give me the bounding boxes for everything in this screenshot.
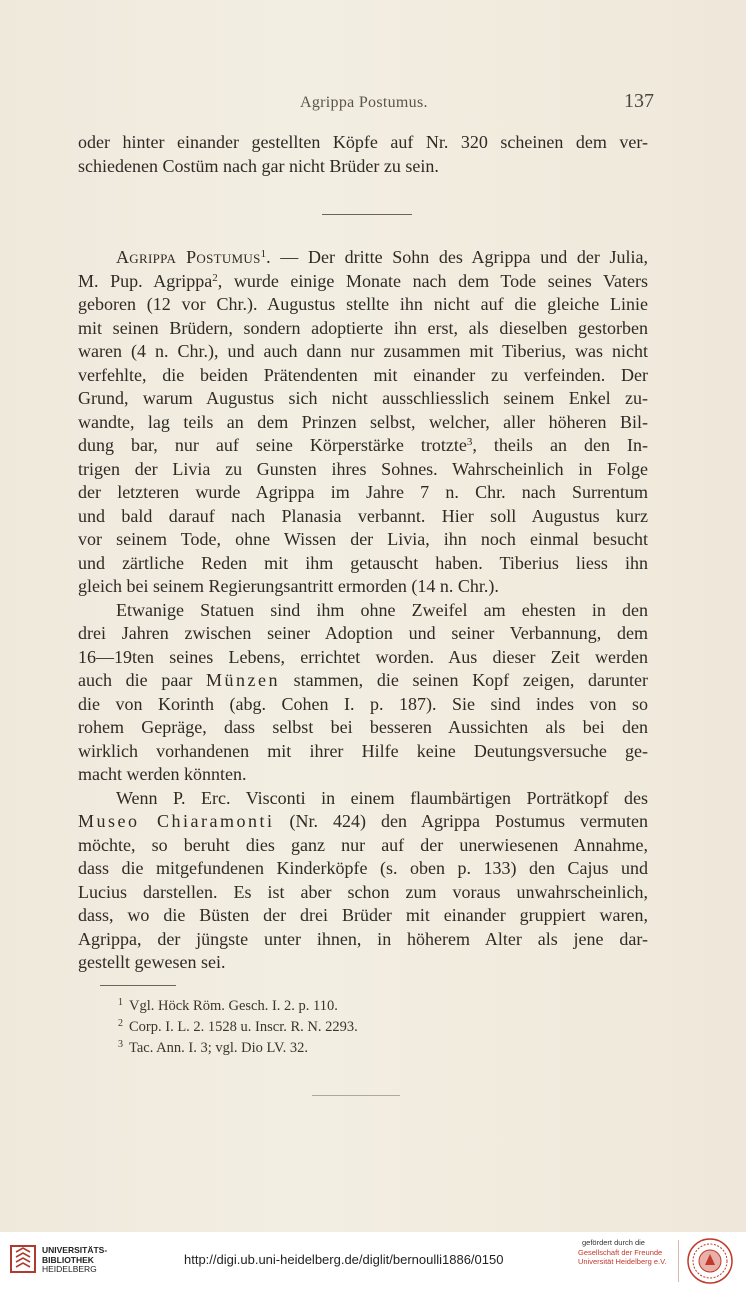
footnote: $^3$ Tac. Ann. I. 3; vgl. Dio LV. 32.: [118, 1039, 309, 1056]
text-line: Lucius darstellen. Es ist aber schon zum voraus unwahrscheinlich,: [78, 881, 648, 902]
footnote-ref: 3: [466, 436, 473, 448]
text-line: auch die paar Münzen stammen, die seinen Kopf zeigen, darunter: [78, 670, 648, 690]
end-rule: [312, 1095, 400, 1096]
text-line: waren (4 n. Chr.), und auch dann nur zusammen mit Tiberius, was nicht: [78, 341, 648, 361]
footnotes: [118, 996, 358, 1059]
library-name: UNIVERSITÄTS- BIBLIOTHEK HEIDELBERG: [42, 1245, 108, 1274]
text-line: geboren (12 vor Chr.). Augustus stellte ihn nicht auf die gleiche Linie: [78, 294, 648, 314]
text-line: M. Pup. Agrippa$^2$, wurde einige Monate nach dem Tode seines Vaters: [78, 270, 648, 291]
university-seal-icon: [686, 1237, 734, 1285]
text-line: Wenn P. Erc. Visconti in einem flaumbärtigen Porträtkopf des: [116, 787, 648, 808]
text-line: möchte, so beruht dies ganz nur auf der unerwiesenen Annahme,: [78, 834, 648, 855]
text-line: oder hinter einander gestellten Köpfe auf Nr. 320 scheinen dem ver-: [78, 132, 648, 152]
text-line: und bald darauf nach Planasia verbannt. Hier soll Augustus kurz: [78, 505, 648, 526]
digitization-footer: [0, 1232, 746, 1289]
footnote: $^2$ Corp. I. L. 2. 1528 u. Inscr. R. N. 2293.: [118, 1018, 358, 1035]
emphasis-spaced: Münzen: [206, 670, 280, 690]
text-line: der letzteren wurde Agrippa im Jahre 7 n. Chr. nach Surrentum: [78, 482, 648, 502]
text-line: dung bar, nur auf seine Körperstärke trotzte$^3$, theils an den In-: [78, 435, 649, 455]
section-first-line: Agrippa Postumus$^1$. — Der dritte Sohn des Agrippa und der Julia,: [116, 247, 648, 267]
section-divider: [322, 214, 412, 215]
text-line: Agrippa, der jüngste unter ihnen, in höherem Alter als jene dar-: [78, 928, 648, 949]
text-line: vor seinem Tode, ohne Wissen der Livia, ihn noch einmal besucht: [78, 529, 648, 549]
text-line: drei Jahren zwischen seiner Adoption und seiner Verbannung, dem: [78, 623, 648, 643]
footnote: $^1$ Vgl. Höck Röm. Gesch. I. 2. p. 110.: [118, 997, 338, 1014]
text-line: trigen der Livia zu Gunsten ihres Sohnes. Wahrscheinlich in Folge: [78, 458, 648, 479]
text-line: gestellt gewesen sei.: [78, 952, 226, 972]
emphasis-spaced: Museo Chiaramonti: [78, 811, 275, 831]
text-line: dass, wo die Büsten der drei Brüder mit einander gruppiert waren,: [78, 905, 648, 925]
intro-paragraph: [78, 131, 648, 178]
permalink-url[interactable]: http://digi.ub.uni-heidelberg.de/diglit/bernoulli1886/0150: [184, 1252, 504, 1267]
text-line: wandte, lag teils an dem Prinzen selbst, welcher, aller höheren Bil-: [78, 411, 648, 432]
text-line: rohem Gepräge, dass selbst bei besseren Aussichten als bei den: [78, 717, 648, 737]
text-line: und zärtliche Reden mit ihm getauscht haben. Tiberius liess ihn: [78, 552, 648, 573]
library-logo-icon: [8, 1242, 38, 1276]
text-line: die von Korinth (abg. Cohen I. p. 187). Sie sind indes von so: [78, 693, 648, 714]
text-line: gleich bei seinem Regierungsantritt ermorden (14 n. Chr.).: [78, 576, 499, 596]
page-header: [0, 88, 746, 118]
text-line: schiedenen Costüm nach gar nicht Brüder zu sein.: [78, 155, 439, 176]
footer-divider: [678, 1240, 679, 1282]
text-line: verfehlte, die beiden Prätendenten mit einander zu verfeinden. Der: [78, 364, 648, 385]
footnote-ref: 2: [212, 271, 218, 284]
page-number: 137: [624, 90, 654, 112]
text-line: Museo Chiaramonti (Nr. 424) den Agrippa Postumus vermuten: [78, 811, 649, 831]
section-heading: Agrippa Postumus: [116, 247, 261, 267]
text-line: mit seinen Brüdern, sondern adoptierte ihn erst, als dieselben gestorben: [78, 317, 648, 338]
text-line: dass die mitgefundenen Kinderköpfe (s. oben p. 133) den Cajus und: [78, 858, 648, 878]
text-line: macht werden könnten.: [78, 764, 247, 784]
footnote-ref: 1: [260, 248, 267, 260]
text-line: Etwanige Statuen sind ihm ohne Zweifel am ehesten in den: [116, 599, 648, 620]
text-line: wirklich vorhandenen mit ihrer Hilfe keine Deutungsversuche ge-: [78, 740, 648, 761]
footnote-rule: [100, 985, 176, 986]
section-agrippa-postumus: [78, 246, 648, 975]
text-line: Grund, warum Augustus sich nicht ausschliesslich seinem Enkel zu-: [78, 388, 648, 408]
running-title: Agrippa Postumus.: [300, 94, 428, 111]
sponsor-credit: gefördert durch die Gesellschaft der Freunde Universität Heidelberg e.V.: [578, 1238, 667, 1266]
text-line: 16—19ten seines Lebens, errichtet worden. Aus dieser Zeit werden: [78, 646, 648, 667]
